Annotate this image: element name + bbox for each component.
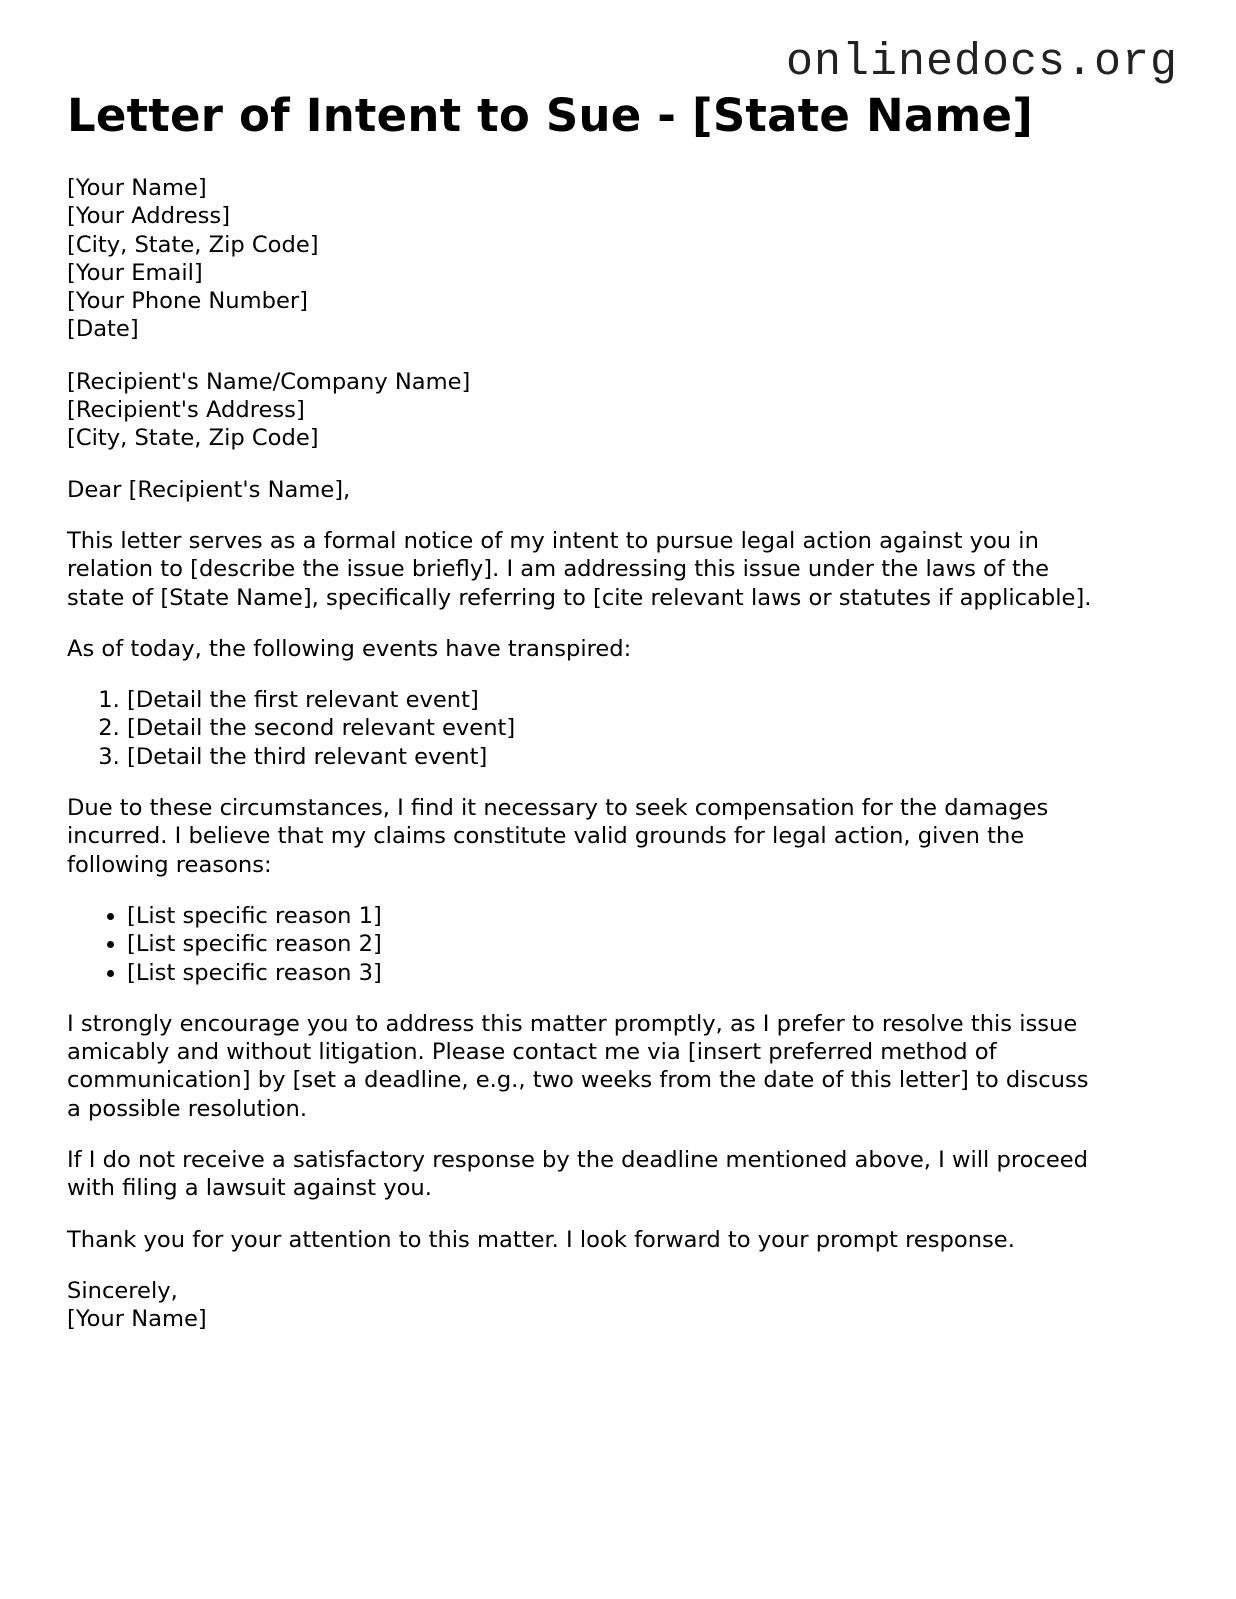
sender-phone: [Your Phone Number] — [67, 288, 308, 315]
recipient-address: [Recipient's Address] — [67, 397, 305, 424]
thanks-paragraph: Thank you for your attention to this matter. I look forward to your prompt response. — [67, 1226, 1015, 1253]
closing-word: Sincerely, — [67, 1277, 178, 1304]
letter-date: [Date] — [67, 316, 139, 343]
recipient-city-state-zip: [City, State, Zip Code] — [67, 425, 319, 452]
sender-name: [Your Name] — [67, 175, 207, 201]
warning-paragraph — [67, 1146, 1177, 1203]
encourage-line: amicably and without litigation. Please contact me via [insert preferred method of — [67, 1039, 997, 1066]
closing-block — [67, 1277, 1177, 1334]
reasons-intro-line: following reasons: — [67, 851, 272, 878]
signature-name: [Your Name] — [67, 1306, 207, 1333]
page-title: Letter of Intent to Sue - [State Name] — [67, 89, 1034, 142]
list-item: • [List specific reason 3] — [127, 959, 1177, 987]
reasons-intro-line: incurred. I believe that my claims constitute valid grounds for legal action, given the — [67, 823, 1025, 850]
sender-address-block — [67, 174, 1177, 344]
reasons-intro — [67, 794, 1177, 879]
encourage-paragraph — [67, 1010, 1177, 1123]
intro-line: relation to [describe the issue briefly]. I am addressing this issue under the laws of the — [67, 556, 1050, 583]
intro-line: This letter serves as a formal notice of my intent to pursue legal action against you in — [67, 527, 1039, 554]
encourage-line: a possible resolution. — [67, 1095, 308, 1122]
letter-document — [67, 88, 1177, 1334]
recipient-address-block — [67, 368, 1177, 453]
events-list — [67, 686, 1177, 771]
sender-city-state-zip: [City, State, Zip Code] — [67, 231, 319, 258]
reasons-intro-line: Due to these circumstances, I find it necessary to seek compensation for the damages — [67, 795, 1049, 822]
list-item: 1. [Detail the first relevant event] — [127, 686, 1177, 714]
list-item: 3. [Detail the third relevant event] — [127, 743, 1177, 771]
intro-line: state of [State Name], specifically referring to [cite relevant laws or statutes if applicable]. — [67, 584, 1092, 611]
reasons-list — [67, 902, 1177, 987]
encourage-line: communication] by [set a deadline, e.g., two weeks from the date of this letter] to discuss — [67, 1067, 1089, 1094]
list-item: 2. [Detail the second relevant event] — [127, 714, 1177, 742]
watermark: onlinedocs.org — [785, 37, 1178, 88]
events-intro: As of today, the following events have transpired: — [67, 635, 632, 662]
list-item: • [List specific reason 2] — [127, 930, 1177, 958]
encourage-line: I strongly encourage you to address this matter promptly, as I prefer to resolve this issue — [67, 1010, 1078, 1037]
warning-line: with filing a lawsuit against you. — [67, 1175, 432, 1202]
list-item: • [List specific reason 1] — [127, 902, 1177, 930]
sender-address: [Your Address] — [67, 203, 231, 230]
intro-paragraph — [67, 527, 1177, 612]
salutation: Dear [Recipient's Name], — [67, 476, 351, 503]
warning-line: If I do not receive a satisfactory response by the deadline mentioned above, I will proceed — [67, 1147, 1088, 1174]
recipient-name: [Recipient's Name/Company Name] — [67, 368, 471, 395]
sender-email: [Your Email] — [67, 259, 203, 286]
